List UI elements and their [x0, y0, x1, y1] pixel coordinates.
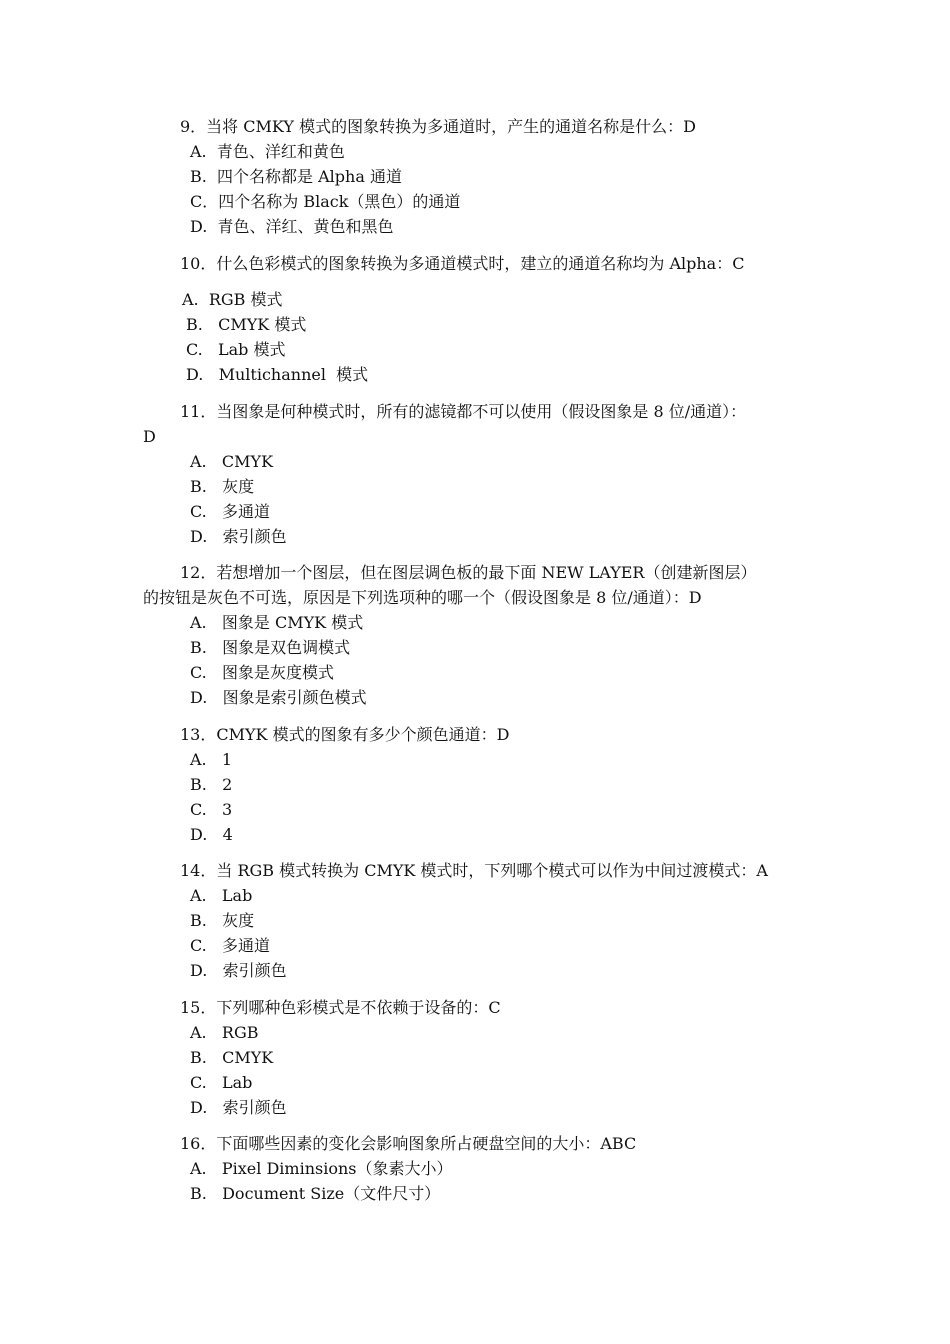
question-16-option-b: B. Document Size（文件尺寸） — [190, 1184, 441, 1203]
question-15-option-c: C. Lab — [190, 1073, 253, 1092]
question-11-option-c: C. 多通道 — [190, 502, 271, 521]
question-14-text: 14．当 RGB 模式转换为 CMYK 模式时，下列哪个模式可以作为中间过渡模式：A — [180, 861, 768, 880]
question-14-option-c: C. 多通道 — [190, 936, 271, 955]
question-11-option-d: D. 索引颜色 — [190, 527, 287, 546]
question-15-option-a: A. RGB — [190, 1023, 259, 1042]
question-13-option-d: D. 4 — [190, 825, 233, 844]
question-10-option-d: D. Multichannel 模式 — [186, 365, 369, 384]
question-13-option-c: C. 3 — [190, 800, 233, 819]
question-11-option-a: A. CMYK — [190, 452, 274, 471]
question-12-text-cont: 的按钮是灰色不可选，原因是下列选项种的哪一个（假设图象是 8 位/通道）：D — [143, 588, 702, 607]
question-12-option-b: B. 图象是双色调模式 — [190, 638, 351, 657]
question-11-text: 11．当图象是何种模式时，所有的滤镜都不可以使用（假设图象是 8 位/通道）： — [180, 402, 747, 421]
question-13-option-a: A. 1 — [190, 750, 233, 769]
question-9-option-d: D. 青色、洋红、黄色和黑色 — [190, 217, 394, 236]
question-15-option-b: B. CMYK — [190, 1048, 274, 1067]
question-10-option-a: A. RGB 模式 — [182, 290, 283, 309]
question-10-option-c: C. Lab 模式 — [186, 340, 286, 359]
question-14-option-b: B. 灰度 — [190, 911, 255, 930]
question-12-option-d: D. 图象是索引颜色模式 — [190, 688, 367, 707]
question-9-text: 9．当将 CMKY 模式的图象转换为多通道时，产生的通道名称是什么：D — [180, 117, 696, 136]
question-12-text: 12．若想增加一个图层，但在图层调色板的最下面 NEW LAYER（创建新图层） — [180, 563, 757, 582]
question-9-option-a: A. 青色、洋红和黄色 — [190, 142, 345, 161]
question-14-option-d: D. 索引颜色 — [190, 961, 287, 980]
question-15-option-d: D. 索引颜色 — [190, 1098, 287, 1117]
question-9-option-b: B. 四个名称都是 Alpha 通道 — [190, 167, 402, 186]
question-9-option-c: C．四个名称为 Black（黑色）的通道 — [190, 192, 461, 211]
question-11-text-cont: D — [143, 427, 156, 446]
question-14-option-a: A. Lab — [190, 886, 253, 905]
question-15-text: 15．下列哪种色彩模式是不依赖于设备的：C — [180, 998, 501, 1017]
question-10-option-b: B. CMYK 模式 — [186, 315, 307, 334]
question-11-option-b: B. 灰度 — [190, 477, 255, 496]
question-16-option-a: A. Pixel Diminsions（象素大小） — [190, 1159, 453, 1178]
question-12-option-c: C. 图象是灰度模式 — [190, 663, 335, 682]
question-10-text: 10．什么色彩模式的图象转换为多通道模式时，建立的通道名称均为 Alpha：C — [180, 254, 745, 273]
question-16-text: 16．下面哪些因素的变化会影响图象所占硬盘空间的大小：ABC — [180, 1134, 637, 1153]
question-13-option-b: B. 2 — [190, 775, 233, 794]
question-13-text: 13．CMYK 模式的图象有多少个颜色通道：D — [180, 725, 510, 744]
question-12-option-a: A. 图象是 CMYK 模式 — [190, 613, 364, 632]
